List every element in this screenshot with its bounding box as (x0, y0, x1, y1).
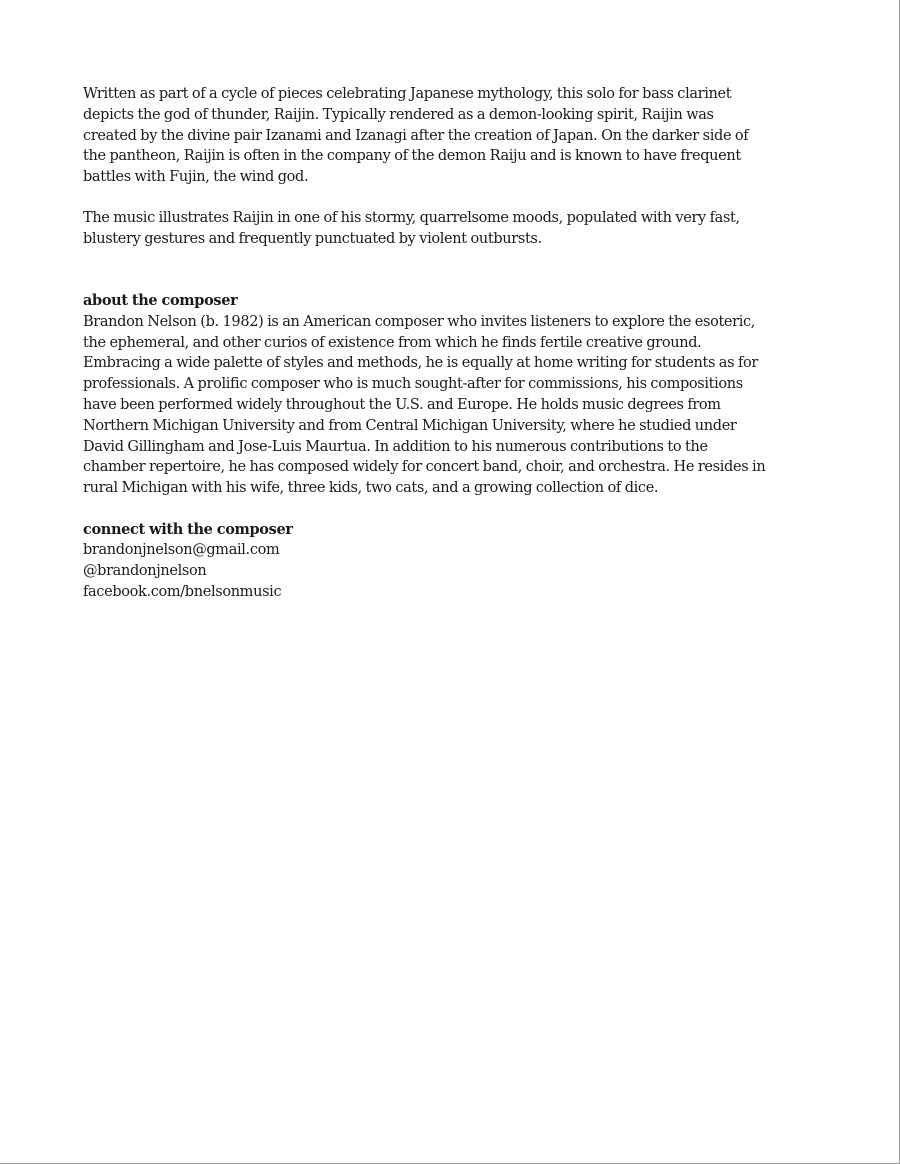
program-note-paragraph-1 (83, 84, 818, 188)
social-handle-link[interactable]: @brandonjnelson (83, 563, 207, 580)
about-composer-heading: about the composer (83, 292, 238, 310)
bio-line: have been performed widely throughout the U.S. and Europe. He holds music degrees from (83, 397, 721, 414)
bio-line: Northern Michigan University and from Central Michigan University, where he studied under (83, 417, 737, 434)
text-line: battles with Fujin, the wind god. (83, 169, 309, 186)
about-composer-section (83, 291, 818, 499)
program-note-paragraph-2 (83, 208, 818, 250)
bio-line: rural Michigan with his wife, three kids, two cats, and a growing collection of dice. (83, 480, 659, 497)
text-line: depicts the god of thunder, Raijin. Typically rendered as a demon-looking spirit, Raijin was (83, 106, 714, 123)
text-line: blustery gestures and frequently punctuated by violent outbursts. (83, 231, 542, 248)
connect-heading: connect with the composer (83, 520, 293, 538)
bio-line: Brandon Nelson (b. 1982) is an American composer who invites listeners to explore the esoteric, (83, 313, 756, 330)
connect-section (83, 520, 818, 603)
text-line: the pantheon, Raijin is often in the company of the demon Raiju and is known to have frequent (83, 148, 741, 165)
section-spacer (83, 250, 818, 291)
facebook-link[interactable]: facebook.com/bnelsonmusic (83, 583, 282, 600)
bio-line: chamber repertoire, he has composed widely for concert band, choir, and orchestra. He resides in (83, 459, 766, 476)
bio-line: professionals. A prolific composer who is much sought-after for commissions, his compositions (83, 376, 743, 393)
bio-line: the ephemeral, and other curios of existence from which he finds fertile creative ground. (83, 334, 702, 351)
text-line: The music illustrates Raijin in one of his stormy, quarrelsome moods, populated with very fast, (83, 210, 740, 227)
email-link[interactable]: brandonjnelson@gmail.com (83, 542, 280, 559)
bio-line: Embracing a wide palette of styles and methods, he is equally at home writing for students as for (83, 355, 758, 372)
page-content (83, 84, 818, 603)
bio-line: David Gillingham and Jose-Luis Maurtua. In addition to his numerous contributions to the (83, 438, 708, 455)
text-line: created by the divine pair Izanami and Izanagi after the creation of Japan. On the darker side of (83, 127, 749, 144)
text-line: Written as part of a cycle of pieces celebrating Japanese mythology, this solo for bass clarinet (83, 86, 732, 102)
